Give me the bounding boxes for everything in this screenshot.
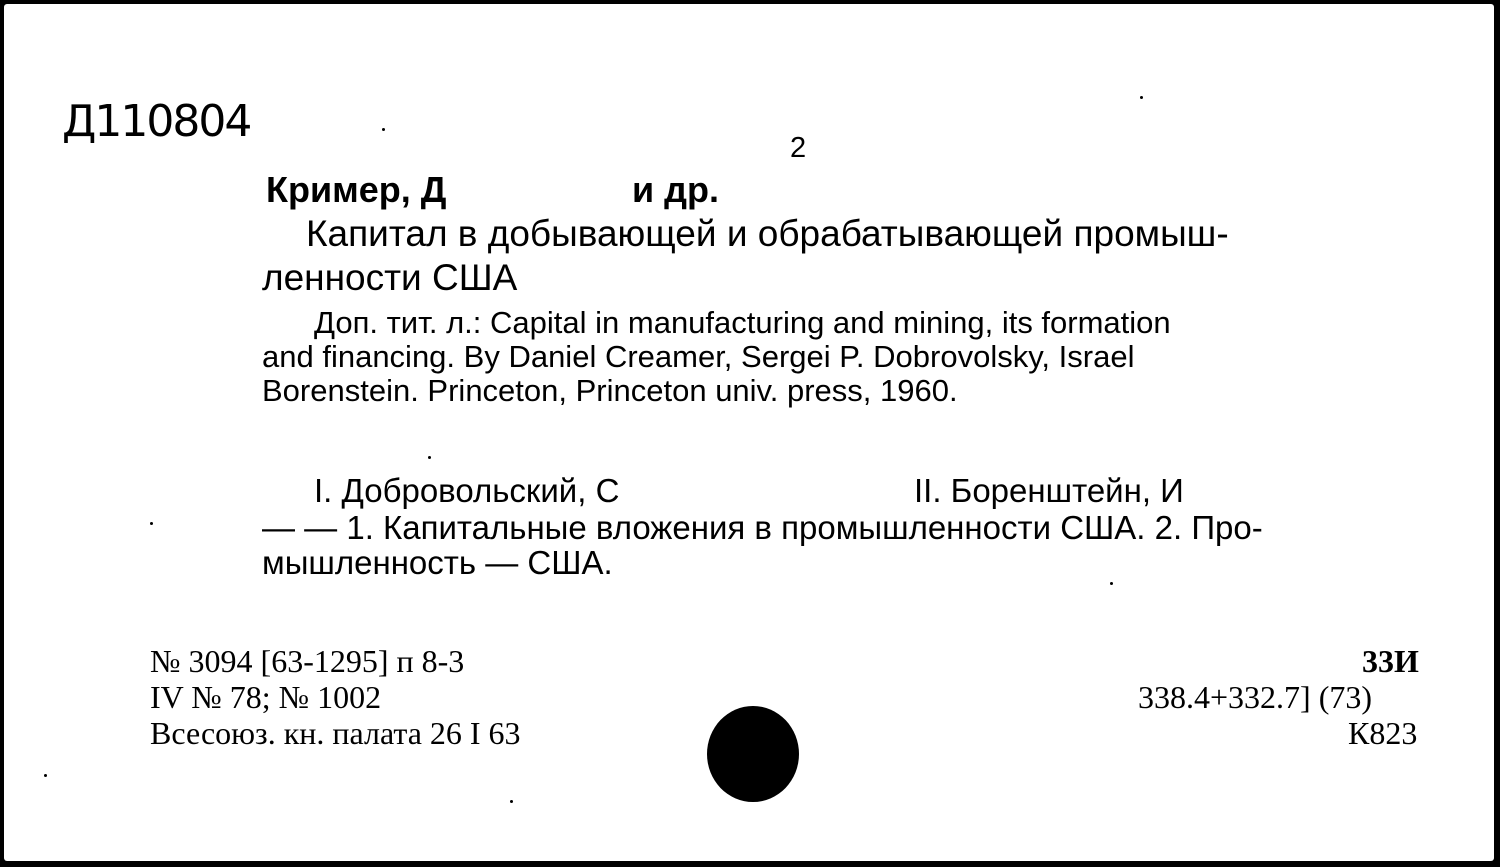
subject-headings-line-1: — — 1. Капитальные вложения в промышленности США. 2. Про- bbox=[262, 509, 1263, 546]
speck bbox=[150, 522, 153, 525]
author: Кример, Д bbox=[266, 169, 447, 210]
added-entry-2: II. Боренштейн, И bbox=[914, 472, 1184, 509]
speck bbox=[1140, 96, 1143, 99]
handwritten-inventory-number: Д110804 bbox=[62, 96, 251, 147]
classification-code: 33И bbox=[1362, 643, 1419, 679]
catalog-card bbox=[4, 4, 1494, 861]
title-line-1: Капитал в добывающей и обрабатывающей промыш- bbox=[306, 213, 1229, 254]
author-suffix: и др. bbox=[632, 169, 719, 210]
record-reference-line: IV № 78; № 1002 bbox=[150, 679, 382, 715]
shelf-mark: К823 bbox=[1348, 715, 1418, 751]
speck bbox=[510, 800, 513, 803]
title-line-2: ленности США bbox=[262, 257, 518, 298]
extra-title-line-3: Borenstein. Princeton, Princeton univ. press, 1960. bbox=[262, 373, 958, 408]
extra-title-line-2: and financing. By Daniel Creamer, Sergei P. Dobrovolsky, Israel bbox=[262, 339, 1135, 374]
speck bbox=[382, 128, 385, 131]
extra-title-line-1: Доп. тит. л.: Capital in manufacturing and mining, its formation bbox=[314, 305, 1171, 340]
speck bbox=[1110, 582, 1113, 585]
added-entry-1: I. Добровольский, С bbox=[314, 472, 620, 509]
subject-headings-line-2: мышленность — США. bbox=[262, 544, 613, 581]
speck bbox=[44, 774, 47, 777]
punch-hole bbox=[707, 706, 799, 802]
chamber-date-line: Всесоюз. кн. палата 26 I 63 bbox=[150, 715, 521, 751]
volume-number: 2 bbox=[790, 132, 807, 164]
record-number-line: № 3094 [63-1295] п 8-3 bbox=[150, 643, 465, 679]
udc-index: 338.4+332.7] (73) bbox=[1138, 679, 1373, 715]
speck bbox=[428, 456, 431, 459]
